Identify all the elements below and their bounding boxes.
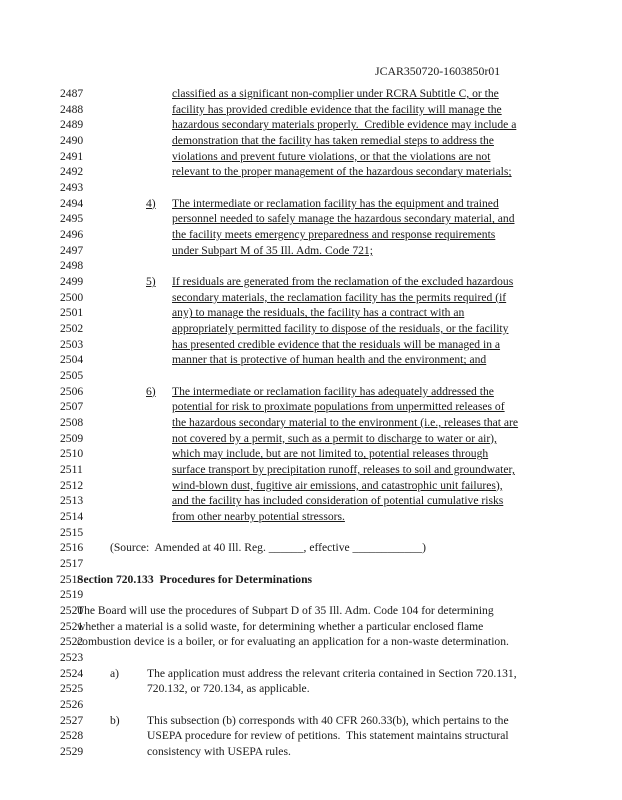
document-line: [0, 666, 622, 682]
document-line: [0, 102, 622, 118]
line-number: 2515: [60, 525, 84, 539]
document-line: [0, 196, 622, 212]
document-line: [0, 634, 622, 650]
line-text: If residuals are generated from the reclamation of the excluded hazardous: [172, 275, 514, 289]
line-text: which may include, but are not limited to, potential releases through: [172, 447, 489, 461]
line-text: the hazardous secondary material to the environment (i.e., releases that are: [172, 416, 519, 430]
line-number: 2493: [60, 181, 84, 195]
document-line: [0, 243, 622, 259]
document-line: [0, 164, 622, 180]
line-number: 2487: [60, 87, 84, 100]
line-text: relevant to the proper management of the hazardous secondary materials;: [172, 165, 512, 179]
line-number: 2506: [60, 384, 84, 398]
document-line: [0, 728, 622, 744]
document-line: [0, 180, 622, 196]
line-text: (Source: Amended at 40 Ill. Reg. ______, effective ____________): [110, 541, 426, 555]
line-number: 2492: [60, 165, 84, 179]
line-number: 2520: [60, 604, 84, 618]
document-line: [0, 509, 622, 525]
line-text: appropriately permitted facility to dispose of the residuals, or the facility: [172, 322, 509, 336]
line-number: 2488: [60, 102, 84, 116]
document-line: [0, 117, 622, 133]
line-number: 2528: [60, 729, 84, 743]
line-number: 2523: [60, 651, 84, 665]
document-line: [0, 446, 622, 462]
line-number: 2489: [60, 118, 84, 132]
document-line: [0, 540, 622, 556]
line-number: 2527: [60, 713, 84, 727]
document-line: [0, 384, 622, 400]
line-text: The Board will use the procedures of Subpart D of 35 Ill. Adm. Code 104 for determining: [77, 604, 494, 618]
line-text: any) to manage the residuals, the facility has a contract with an: [172, 306, 465, 320]
document-line: [0, 258, 622, 274]
document-line: [0, 556, 622, 572]
document-line: [0, 744, 622, 760]
item-label: a): [110, 666, 120, 680]
line-number: 2497: [60, 243, 84, 257]
document-line: [0, 415, 622, 431]
line-text: consistency with USEPA rules.: [147, 745, 291, 759]
line-number: 2525: [60, 682, 84, 696]
line-text: wind-blown dust, fugitive air emissions, and catastrophic unit failures),: [172, 478, 503, 492]
line-number: 2508: [60, 416, 84, 430]
line-text: the facility meets emergency preparedness and response requirements: [172, 228, 496, 242]
document-line: [0, 603, 622, 619]
line-number: 2495: [60, 212, 84, 226]
line-number: 2498: [60, 259, 84, 273]
document-line: [0, 493, 622, 509]
line-number: 2517: [60, 557, 84, 571]
line-number: 2518: [60, 572, 84, 586]
document-line: [0, 525, 622, 541]
document-line: [0, 86, 622, 102]
line-number: 2511: [60, 463, 83, 477]
line-number: 2504: [60, 353, 84, 367]
line-text: demonstration that the facility has taken remedial steps to address the: [172, 134, 494, 147]
document-line: [0, 305, 622, 321]
line-text: and the facility has included consideration of potential cumulative risks: [172, 494, 504, 508]
line-text: The application must address the relevant criteria contained in Section 720.131,: [147, 666, 517, 680]
line-text: USEPA procedure for review of petitions. This statement maintains structural: [147, 729, 509, 743]
document-line: [0, 587, 622, 603]
document-line: [0, 399, 622, 415]
document-line: [0, 619, 622, 635]
line-number: 2513: [60, 494, 84, 508]
line-text: facility has provided credible evidence that the facility will manage the: [172, 102, 502, 116]
document-line: [0, 321, 622, 337]
line-number: 2501: [60, 306, 84, 320]
line-number: 2503: [60, 337, 84, 351]
document-line: [0, 650, 622, 666]
line-text: from other nearby potential stressors.: [172, 510, 345, 524]
line-text: This subsection (b) corresponds with 40 CFR 260.33(b), which pertains to the: [147, 713, 509, 727]
document-line: [0, 290, 622, 306]
document-line: [0, 337, 622, 353]
line-number: 2499: [60, 275, 84, 289]
line-text: not covered by a permit, such as a permit to discharge to water or air),: [172, 431, 497, 445]
line-number: 2522: [60, 635, 84, 649]
document-line: [0, 462, 622, 478]
line-number: 2524: [60, 666, 84, 680]
document-line: [0, 274, 622, 290]
line-number: 2500: [60, 290, 84, 304]
line-text: potential for risk to proximate populations from unpermitted releases of: [172, 400, 505, 414]
line-number: 2491: [60, 149, 84, 163]
document-line: [0, 149, 622, 165]
line-number: 2516: [60, 541, 84, 555]
line-number: 2507: [60, 400, 84, 414]
line-text: Section 720.133 Procedures for Determinations: [77, 572, 313, 586]
document-line: [0, 697, 622, 713]
line-text: has presented credible evidence that the residuals will be managed in a: [172, 337, 501, 351]
document-line: [0, 713, 622, 729]
line-number: 2502: [60, 322, 84, 336]
line-text: personnel needed to safely manage the hazardous secondary material, and: [172, 212, 515, 226]
line-text: The intermediate or reclamation facility has adequately addressed the: [172, 384, 494, 398]
item-label: 6): [146, 384, 156, 398]
line-text: The intermediate or reclamation facility has the equipment and trained: [172, 196, 499, 210]
line-number: 2512: [60, 478, 84, 492]
document-line: [0, 368, 622, 384]
item-label: 4): [146, 196, 156, 210]
document-id-header: JCAR350720-1603850r01: [375, 64, 501, 78]
line-text: under Subpart M of 35 Ill. Adm. Code 721;: [172, 243, 373, 257]
line-number: 2514: [60, 510, 84, 524]
line-text: surface transport by precipitation runoff, releases to soil and groundwater,: [172, 463, 515, 477]
line-text: violations and prevent future violations, or that the violations are not: [172, 149, 491, 163]
line-text: hazardous secondary materials properly. Credible evidence may include a: [172, 118, 517, 132]
document-line: [0, 352, 622, 368]
line-number: 2510: [60, 447, 84, 461]
document-line: [0, 681, 622, 697]
line-number: 2526: [60, 698, 84, 712]
line-text: secondary materials, the reclamation facility has the permits required (if: [172, 290, 507, 304]
line-text: whether a material is a solid waste, for determining whether a particular enclosed flame: [77, 619, 484, 633]
item-label: 5): [146, 275, 156, 289]
line-text: combustion device is a boiler, or for evaluating an application for a non-waste determination.: [77, 635, 509, 649]
line-number: 2490: [60, 134, 84, 147]
line-text: manner that is protective of human health and the environment; and: [172, 353, 487, 367]
line-number: 2519: [60, 588, 84, 602]
document-line: [0, 133, 622, 149]
line-number: 2505: [60, 369, 84, 383]
line-number: 2496: [60, 228, 84, 242]
line-number: 2509: [60, 431, 84, 445]
line-text: classified as a significant non-complier under RCRA Subtitle C, or the: [172, 87, 499, 100]
section-heading: [0, 572, 622, 588]
document-line: [0, 431, 622, 447]
item-label: b): [110, 713, 120, 727]
document-line: [0, 478, 622, 494]
document-line: [0, 211, 622, 227]
line-text: 720.132, or 720.134, as applicable.: [147, 682, 310, 696]
line-number: 2529: [60, 745, 84, 759]
document-line: [0, 227, 622, 243]
line-number: 2521: [60, 619, 84, 633]
line-number: 2494: [60, 196, 84, 210]
